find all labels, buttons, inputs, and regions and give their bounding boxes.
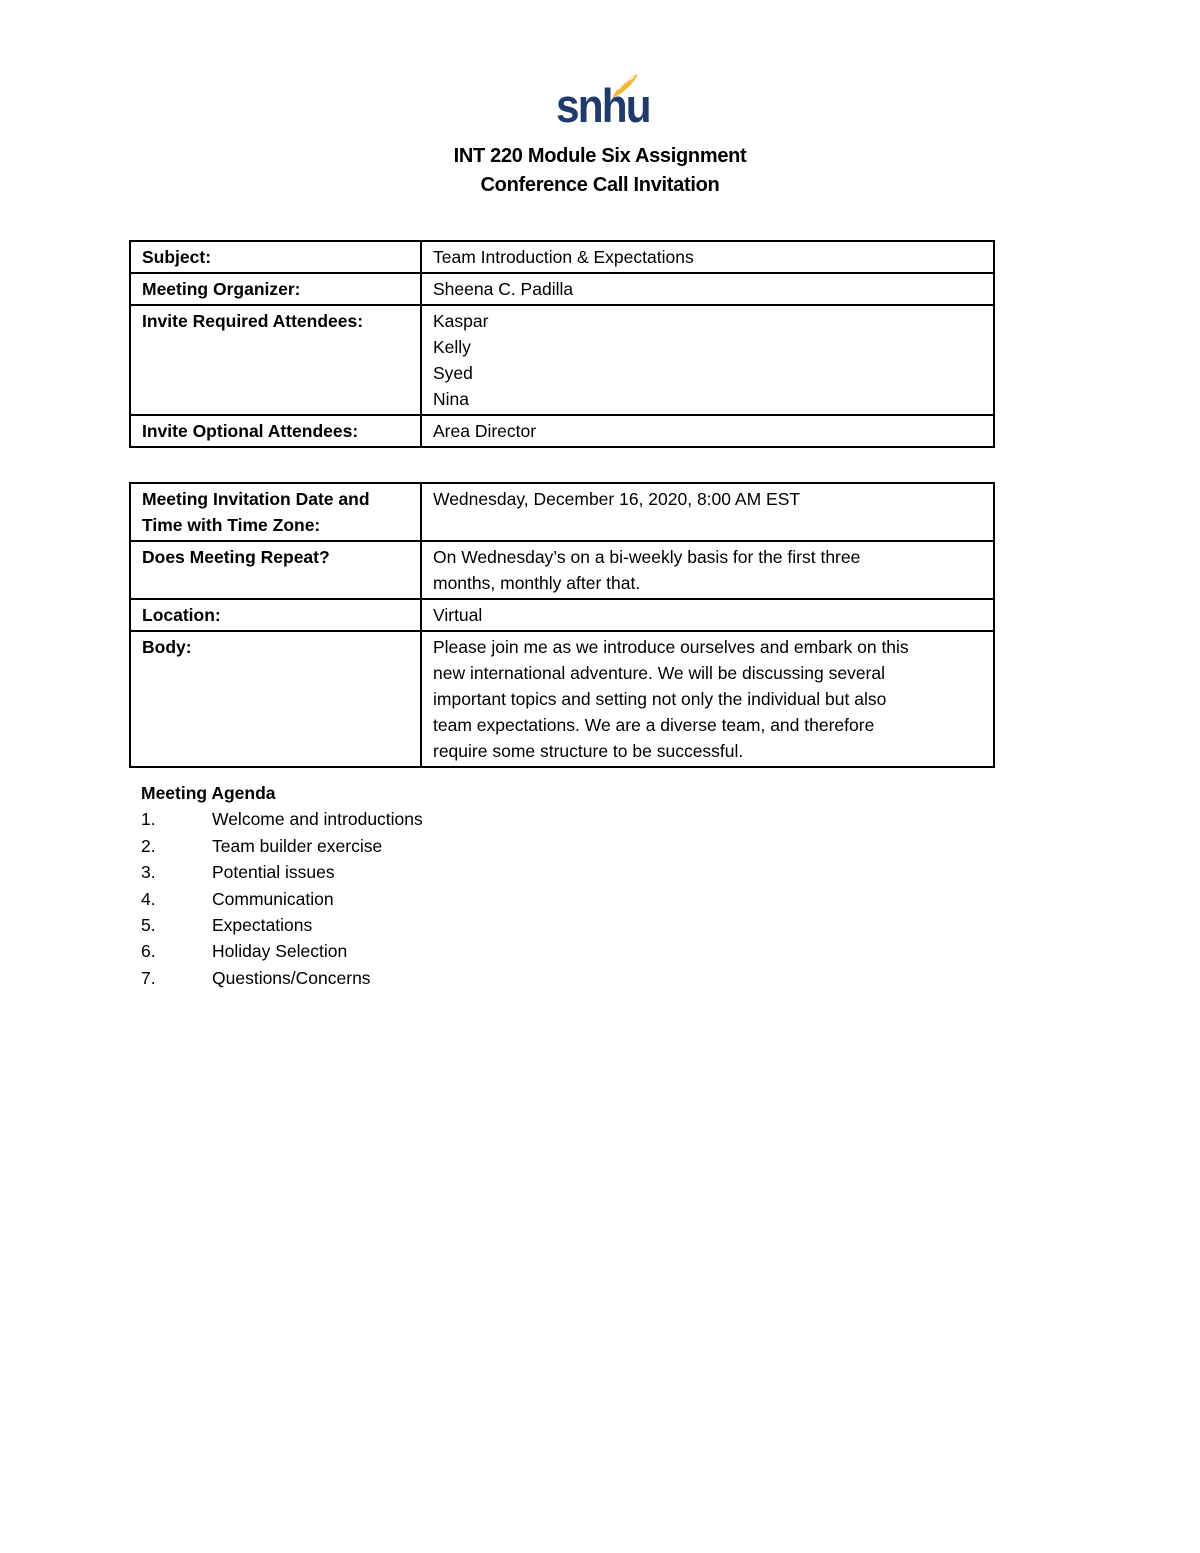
- list-item: 2. Team builder exercise: [141, 835, 383, 856]
- agenda-list: [141, 806, 423, 991]
- table-row: [130, 415, 994, 447]
- date-time-label: Meeting Invitation Date and Time with Time Zone:: [130, 483, 421, 541]
- table-row: [130, 631, 994, 767]
- invitation-table: [129, 240, 995, 448]
- required-attendees-value: [421, 305, 994, 415]
- body-value: Please join me as we introduce ourselves and embark on this new international adventure. We will be discussing several important topics and setting not only the individual but also team expectations. We are a diverse team, and therefore require some structure to be successful.: [421, 631, 994, 767]
- snhu-logo: [556, 72, 650, 134]
- list-item: 5. Expectations: [141, 915, 313, 936]
- attendee: Nina: [433, 389, 469, 409]
- table-row: [130, 305, 994, 415]
- organizer-label: Meeting Organizer:: [130, 273, 421, 305]
- list-item: 7. Questions/Concerns: [141, 967, 371, 988]
- logo-wordmark: snhu: [556, 79, 650, 132]
- attendee: Kelly: [433, 337, 471, 357]
- subject-value: Team Introduction & Expectations: [421, 241, 994, 273]
- table-row: [130, 241, 994, 273]
- agenda-title: Meeting Agenda: [141, 783, 276, 803]
- list-item: 1. Welcome and introductions: [141, 809, 423, 830]
- list-item: 4. Communication: [141, 888, 334, 909]
- required-attendees-label: Invite Required Attendees:: [130, 305, 421, 415]
- table-row: [130, 273, 994, 305]
- meeting-agenda: [141, 780, 423, 991]
- table-row: [130, 483, 994, 541]
- attendee: Syed: [433, 363, 473, 383]
- subject-label: Subject:: [130, 241, 421, 273]
- optional-attendees-label: Invite Optional Attendees:: [130, 415, 421, 447]
- optional-attendees-value: Area Director: [421, 415, 994, 447]
- attendee: Kaspar: [433, 311, 489, 331]
- repeat-label: Does Meeting Repeat?: [130, 541, 421, 599]
- document-subtitle: Conference Call Invitation: [480, 174, 720, 196]
- table-row: [130, 599, 994, 631]
- list-item: 6. Holiday Selection: [141, 941, 348, 962]
- body-label: Body:: [130, 631, 421, 767]
- organizer-value: Sheena C. Padilla: [421, 273, 994, 305]
- location-value: Virtual: [421, 599, 994, 631]
- meeting-details-table: [129, 482, 995, 768]
- repeat-value: On Wednesday’s on a bi-weekly basis for the first three months, monthly after that.: [421, 541, 994, 599]
- document-title: INT 220 Module Six Assignment: [453, 145, 747, 167]
- location-label: Location:: [130, 599, 421, 631]
- list-item: 3. Potential issues: [141, 862, 335, 883]
- table-row: [130, 541, 994, 599]
- date-time-value: Wednesday, December 16, 2020, 8:00 AM EST: [421, 483, 994, 541]
